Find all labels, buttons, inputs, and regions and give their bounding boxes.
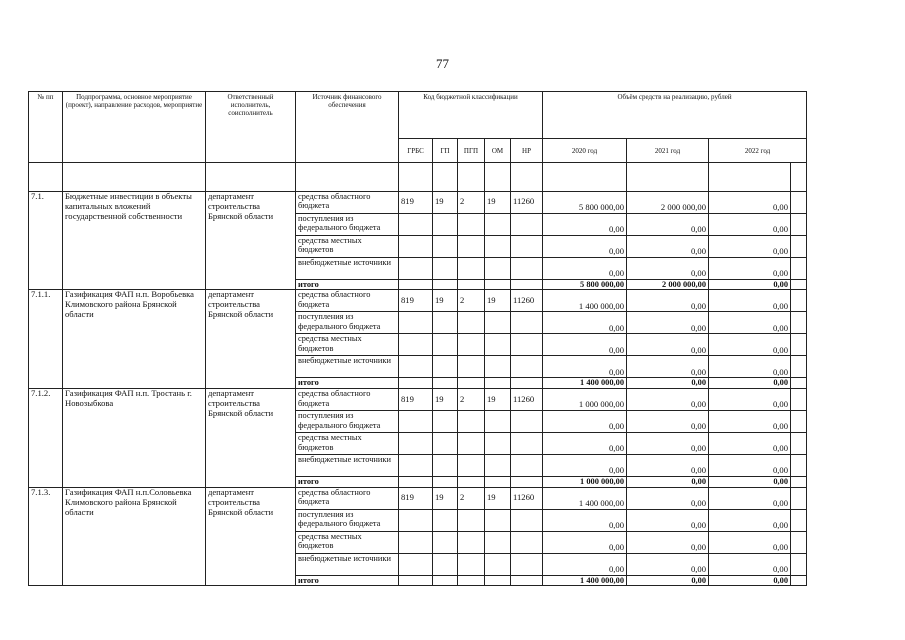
source-label: поступления из федерального бюджета (296, 213, 399, 235)
amount-2022: 0,00 (709, 411, 791, 433)
code-empty (458, 334, 485, 356)
code-empty (485, 455, 511, 477)
amount-2021: 0,00 (627, 290, 709, 312)
code-grbs: 819 (399, 290, 433, 312)
code-om: 19 (485, 290, 511, 312)
amount-2021: 0,00 (627, 553, 709, 575)
link-cell (791, 553, 807, 575)
code-empty (458, 213, 485, 235)
code-empty (485, 213, 511, 235)
header-code: Код бюджетной классификации (399, 92, 543, 139)
link-cell (791, 279, 807, 290)
code-empty (433, 553, 458, 575)
code-empty (458, 575, 485, 586)
link-cell (791, 477, 807, 488)
link-cell (791, 389, 807, 411)
amount-2022: 0,00 (709, 279, 791, 290)
link-cell (791, 334, 807, 356)
amount-2020: 5 800 000,00 (543, 279, 627, 290)
code-empty (511, 312, 543, 334)
amount-2022: 0,00 (709, 575, 791, 586)
amount-2022: 0,00 (709, 213, 791, 235)
header-2022: 2022 год (709, 138, 807, 162)
code-np: 11260 (511, 389, 543, 411)
amount-2020: 0,00 (543, 531, 627, 553)
header-volume: Объём средств на реализацию, рублей (543, 92, 807, 139)
header-num: № пп (29, 92, 63, 163)
code-empty (399, 257, 433, 279)
code-empty (511, 356, 543, 378)
amount-2022: 0,00 (709, 191, 791, 213)
code-empty (433, 279, 458, 290)
code-empty (399, 378, 433, 389)
item-number: 7.1. (29, 191, 63, 290)
budget-table (28, 91, 807, 586)
source-label: внебюджетные источники (296, 553, 399, 575)
amount-2022: 0,00 (709, 356, 791, 378)
code-empty (458, 279, 485, 290)
code-empty (485, 334, 511, 356)
amount-2021: 0,00 (627, 455, 709, 477)
amount-2020: 1 400 000,00 (543, 378, 627, 389)
amount-2020: 0,00 (543, 334, 627, 356)
code-empty (399, 553, 433, 575)
code-empty (458, 455, 485, 477)
code-empty (511, 477, 543, 488)
amount-2021: 0,00 (627, 257, 709, 279)
item-number: 7.1.2. (29, 389, 63, 488)
link-cell (791, 531, 807, 553)
amount-2022: 0,00 (709, 553, 791, 575)
code-empty (399, 477, 433, 488)
code-empty (399, 509, 433, 531)
amount-2021: 0,00 (627, 433, 709, 455)
item-number: 7.1.1. (29, 290, 63, 389)
code-pgp: 2 (458, 487, 485, 509)
header-program: Подпрограмма, основное мероприятие (проект), направление расходов, мероприятие (63, 92, 206, 163)
table-row (29, 290, 807, 312)
code-empty (458, 553, 485, 575)
code-empty (485, 531, 511, 553)
link-cell (791, 378, 807, 389)
table-row (29, 389, 807, 411)
code-empty (458, 509, 485, 531)
header-spacer-row (29, 162, 807, 191)
code-empty (485, 312, 511, 334)
amount-2020: 0,00 (543, 411, 627, 433)
source-label: итого (296, 477, 399, 488)
link-cell (791, 312, 807, 334)
code-empty (399, 356, 433, 378)
amount-2022: 0,00 (709, 531, 791, 553)
code-empty (511, 575, 543, 586)
amount-2021: 0,00 (627, 356, 709, 378)
code-empty (399, 575, 433, 586)
link-cell (791, 290, 807, 312)
header-np: НР (511, 138, 543, 162)
code-empty (511, 235, 543, 257)
code-empty (433, 455, 458, 477)
code-empty (485, 378, 511, 389)
code-empty (485, 553, 511, 575)
table-row (29, 487, 807, 509)
code-empty (399, 235, 433, 257)
code-empty (433, 531, 458, 553)
source-label: средства местных бюджетов (296, 433, 399, 455)
code-empty (433, 334, 458, 356)
source-label: средства местных бюджетов (296, 334, 399, 356)
code-empty (433, 257, 458, 279)
source-label: средства местных бюджетов (296, 235, 399, 257)
amount-2022: 0,00 (709, 257, 791, 279)
code-np: 11260 (511, 191, 543, 213)
item-name: Газификация ФАП н.п.Соловьевка Климовского района Брянской области (63, 487, 206, 586)
code-empty (458, 378, 485, 389)
amount-2021: 0,00 (627, 213, 709, 235)
code-gp: 19 (433, 290, 458, 312)
amount-2021: 0,00 (627, 487, 709, 509)
code-empty (399, 455, 433, 477)
code-empty (399, 433, 433, 455)
code-empty (485, 477, 511, 488)
code-empty (485, 235, 511, 257)
code-empty (485, 509, 511, 531)
table-body (29, 191, 807, 586)
source-label: средства областного бюджета (296, 290, 399, 312)
header-2021: 2021 год (627, 138, 709, 162)
source-label: средства областного бюджета (296, 389, 399, 411)
amount-2022: 0,00 (709, 487, 791, 509)
source-label: поступления из федерального бюджета (296, 312, 399, 334)
link-cell (791, 487, 807, 509)
item-name: Газификация ФАП н.п. Воробьевка Климовского района Брянской области (63, 290, 206, 389)
code-np: 11260 (511, 290, 543, 312)
code-gp: 19 (433, 191, 458, 213)
code-om: 19 (485, 487, 511, 509)
amount-2021: 0,00 (627, 477, 709, 488)
code-empty (511, 531, 543, 553)
amount-2021: 0,00 (627, 531, 709, 553)
amount-2022: 0,00 (709, 455, 791, 477)
code-empty (399, 531, 433, 553)
amount-2020: 5 800 000,00 (543, 191, 627, 213)
source-label: итого (296, 378, 399, 389)
amount-2020: 0,00 (543, 433, 627, 455)
code-empty (399, 411, 433, 433)
amount-2020: 0,00 (543, 553, 627, 575)
amount-2021: 0,00 (627, 575, 709, 586)
code-empty (433, 235, 458, 257)
amount-2020: 1 400 000,00 (543, 575, 627, 586)
code-empty (485, 433, 511, 455)
code-empty (511, 433, 543, 455)
link-cell (791, 191, 807, 213)
table-row (29, 191, 807, 213)
amount-2020: 0,00 (543, 455, 627, 477)
code-gp: 19 (433, 487, 458, 509)
code-empty (433, 433, 458, 455)
amount-2022: 0,00 (709, 433, 791, 455)
code-empty (511, 509, 543, 531)
amount-2022: 0,00 (709, 334, 791, 356)
source-label: средства областного бюджета (296, 191, 399, 213)
item-number: 7.1.3. (29, 487, 63, 586)
code-empty (511, 455, 543, 477)
code-empty (458, 356, 485, 378)
code-empty (458, 477, 485, 488)
header-grbs: ГРБС (399, 138, 433, 162)
amount-2020: 1 000 000,00 (543, 389, 627, 411)
code-grbs: 819 (399, 487, 433, 509)
code-empty (511, 334, 543, 356)
source-label: итого (296, 279, 399, 290)
code-empty (399, 279, 433, 290)
amount-2020: 0,00 (543, 257, 627, 279)
code-pgp: 2 (458, 389, 485, 411)
item-name: Бюджетные инвестиции в объекты капитальных вложений государственной собственности (63, 191, 206, 290)
item-executor: департамент строительства Брянской области (206, 389, 296, 488)
amount-2022: 0,00 (709, 477, 791, 488)
amount-2020: 0,00 (543, 213, 627, 235)
header-2020: 2020 год (543, 138, 627, 162)
header-executor: Ответственный исполнитель, соисполнитель (206, 92, 296, 163)
amount-2021: 0,00 (627, 509, 709, 531)
code-empty (511, 553, 543, 575)
source-label: итого (296, 575, 399, 586)
amount-2021: 0,00 (627, 312, 709, 334)
amount-2021: 0,00 (627, 235, 709, 257)
source-label: внебюджетные источники (296, 455, 399, 477)
amount-2020: 1 000 000,00 (543, 477, 627, 488)
code-empty (399, 312, 433, 334)
code-empty (458, 235, 485, 257)
link-cell (791, 509, 807, 531)
link-cell (791, 433, 807, 455)
amount-2022: 0,00 (709, 235, 791, 257)
code-empty (485, 575, 511, 586)
code-om: 19 (485, 389, 511, 411)
code-empty (433, 477, 458, 488)
amount-2021: 0,00 (627, 389, 709, 411)
link-cell (791, 575, 807, 586)
source-label: внебюджетные источники (296, 257, 399, 279)
header-gp: ГП (433, 138, 458, 162)
code-gp: 19 (433, 389, 458, 411)
code-empty (458, 531, 485, 553)
amount-2021: 2 000 000,00 (627, 279, 709, 290)
code-empty (433, 312, 458, 334)
code-empty (458, 411, 485, 433)
amount-2021: 0,00 (627, 411, 709, 433)
header-pgp: ПГП (458, 138, 485, 162)
code-empty (399, 213, 433, 235)
page-number: 77 (436, 56, 449, 71)
source-label: внебюджетные источники (296, 356, 399, 378)
amount-2020: 0,00 (543, 356, 627, 378)
code-pgp: 2 (458, 290, 485, 312)
link-cell (791, 356, 807, 378)
amount-2022: 0,00 (709, 389, 791, 411)
code-empty (458, 312, 485, 334)
amount-2022: 0,00 (709, 312, 791, 334)
link-cell (791, 213, 807, 235)
amount-2022: 0,00 (709, 378, 791, 389)
code-empty (485, 356, 511, 378)
link-cell (791, 235, 807, 257)
code-pgp: 2 (458, 191, 485, 213)
code-empty (433, 378, 458, 389)
code-empty (458, 257, 485, 279)
code-om: 19 (485, 191, 511, 213)
code-empty (458, 433, 485, 455)
amount-2021: 0,00 (627, 378, 709, 389)
amount-2020: 0,00 (543, 235, 627, 257)
code-empty (511, 411, 543, 433)
code-empty (433, 411, 458, 433)
code-empty (485, 279, 511, 290)
header-sources: Источник финансового обеспечения (296, 92, 399, 163)
source-label: средства местных бюджетов (296, 531, 399, 553)
code-grbs: 819 (399, 389, 433, 411)
code-np: 11260 (511, 487, 543, 509)
code-empty (511, 213, 543, 235)
code-empty (485, 411, 511, 433)
amount-2021: 2 000 000,00 (627, 191, 709, 213)
item-name: Газификация ФАП н.п. Тростань г. Новозыбкова (63, 389, 206, 488)
source-label: поступления из федерального бюджета (296, 411, 399, 433)
code-empty (511, 378, 543, 389)
header-om: ОМ (485, 138, 511, 162)
link-cell (791, 257, 807, 279)
code-empty (399, 334, 433, 356)
amount-2020: 0,00 (543, 509, 627, 531)
amount-2020: 1 400 000,00 (543, 487, 627, 509)
amount-2020: 1 400 000,00 (543, 290, 627, 312)
item-executor: департамент строительства Брянской области (206, 191, 296, 290)
item-executor: департамент строительства Брянской области (206, 487, 296, 586)
code-empty (433, 575, 458, 586)
code-empty (433, 356, 458, 378)
link-cell (791, 411, 807, 433)
link-cell (791, 455, 807, 477)
source-label: средства областного бюджета (296, 487, 399, 509)
item-executor: департамент строительства Брянской области (206, 290, 296, 389)
code-empty (485, 257, 511, 279)
code-empty (433, 509, 458, 531)
amount-2021: 0,00 (627, 334, 709, 356)
code-grbs: 819 (399, 191, 433, 213)
code-empty (433, 213, 458, 235)
amount-2022: 0,00 (709, 290, 791, 312)
amount-2022: 0,00 (709, 509, 791, 531)
code-empty (511, 279, 543, 290)
code-empty (511, 257, 543, 279)
amount-2020: 0,00 (543, 312, 627, 334)
source-label: поступления из федерального бюджета (296, 509, 399, 531)
